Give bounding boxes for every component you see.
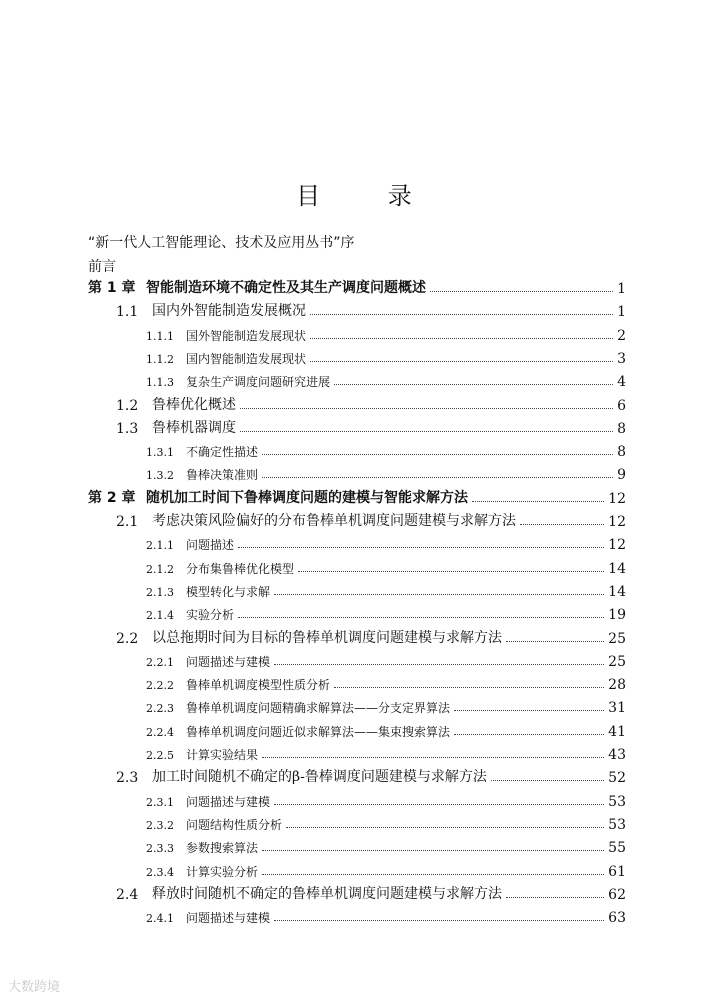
page-title: 目 录 xyxy=(296,182,442,210)
toc-entry-page-number: 12 xyxy=(608,514,626,530)
toc-entry-page-number: 62 xyxy=(608,886,626,903)
toc-entry-number: 2.2.3 xyxy=(146,702,174,716)
toc-entry-page-number: 1 xyxy=(617,281,626,297)
toc-entry-title: 问题描述 xyxy=(186,538,235,553)
toc-entry[interactable] xyxy=(0,508,708,530)
toc-entry-number: 第 1 章 xyxy=(88,280,136,296)
toc-entry-title: 实验分析 xyxy=(186,608,235,623)
dot-leader xyxy=(520,524,604,525)
toc-entry-title: 智能制造环境不确定性及其生产调度问题概述 xyxy=(146,280,426,296)
dot-leader xyxy=(262,477,613,478)
toc-entry-page-number: 14 xyxy=(608,583,626,600)
toc-entry-number: 2.3.3 xyxy=(146,842,174,856)
preface-entry[interactable]: 前言 xyxy=(88,259,116,275)
toc-entry[interactable] xyxy=(0,438,708,460)
toc-entry[interactable] xyxy=(0,601,708,623)
dot-leader xyxy=(274,594,604,595)
toc-entry-title: 鲁棒机器调度 xyxy=(152,419,236,436)
toc-entry-number: 2.4 xyxy=(116,886,139,903)
toc-entry-number: 1.2 xyxy=(116,397,139,414)
dot-leader xyxy=(334,384,613,385)
dot-leader xyxy=(491,780,604,781)
toc-entry[interactable] xyxy=(0,461,708,483)
toc-entry-title: 问题描述与建模 xyxy=(186,911,271,926)
toc-entry-page-number: 25 xyxy=(608,653,626,670)
toc-entry-title: 不确定性描述 xyxy=(186,445,259,460)
toc-entry-number: 2.3.4 xyxy=(146,865,174,879)
toc-entry-title: 问题结构性质分析 xyxy=(186,817,283,832)
toc-entry-number: 2.2.5 xyxy=(146,749,174,762)
toc-entry-number: 1.1 xyxy=(116,304,139,321)
dot-leader xyxy=(238,617,604,618)
toc-entry-title: 随机加工时间下鲁棒调度问题的建模与智能求解方法 xyxy=(146,489,468,506)
toc-entry-page-number: 8 xyxy=(617,444,626,461)
toc-entry-page-number: 53 xyxy=(608,793,626,810)
toc-entry[interactable] xyxy=(0,625,708,647)
toc-entry-page-number: 43 xyxy=(608,747,626,763)
toc-entry-title: 计算实验分析 xyxy=(186,864,259,879)
toc-entry-page-number: 9 xyxy=(617,467,626,484)
dot-leader xyxy=(274,664,604,665)
dot-leader xyxy=(240,408,613,409)
toc-entry-title: 鲁棒决策准则 xyxy=(186,468,259,483)
toc-entry-page-number: 31 xyxy=(608,700,626,717)
toc-entry-number: 1.3 xyxy=(116,420,139,437)
toc-entry-page-number: 55 xyxy=(608,840,626,857)
toc-entry-page-number: 52 xyxy=(608,770,626,787)
dot-leader xyxy=(506,897,604,898)
toc-entry-page-number: 4 xyxy=(617,374,626,391)
toc-entry-title: 复杂生产调度问题研究进展 xyxy=(186,375,331,390)
toc-entry-page-number: 12 xyxy=(608,490,626,507)
toc-entry-number: 1.1.3 xyxy=(146,376,174,390)
toc-entry-title: 计算实验结果 xyxy=(186,748,259,762)
toc-entry-number: 2.3.2 xyxy=(146,818,174,832)
toc-entry-title: 考虑决策风险偏好的分布鲁棒单机调度问题建模与求解方法 xyxy=(152,513,516,529)
toc-entry-number: 2.2.4 xyxy=(146,725,174,739)
toc-entry[interactable] xyxy=(0,322,708,344)
toc-entry[interactable] xyxy=(0,555,708,577)
dot-leader xyxy=(238,547,604,548)
toc-entry-page-number: 19 xyxy=(608,607,626,624)
toc-entry-title: 鲁棒单机调度模型性质分析 xyxy=(186,678,331,693)
toc-entry[interactable] xyxy=(0,718,708,740)
toc-entry[interactable] xyxy=(0,671,708,693)
toc-entry[interactable] xyxy=(0,694,708,716)
toc-entry-title: 国外智能制造发展现状 xyxy=(186,328,307,343)
toc-entry[interactable] xyxy=(0,415,708,437)
series-preface-entry[interactable]: “新一代人工智能理论、技术及应用丛书”序 xyxy=(88,235,355,251)
toc-entry-number: 2.3.1 xyxy=(146,795,174,809)
toc-entry[interactable] xyxy=(0,858,708,880)
dot-leader xyxy=(274,920,604,921)
toc-entry[interactable] xyxy=(0,578,708,600)
dot-leader xyxy=(274,804,604,805)
toc-entry[interactable] xyxy=(0,345,708,367)
dot-leader xyxy=(310,361,613,362)
toc-entry[interactable] xyxy=(0,368,708,390)
toc-entry-number: 1.1.2 xyxy=(146,352,174,366)
toc-entry-number: 2.2.1 xyxy=(146,655,174,669)
toc-entry[interactable] xyxy=(0,298,708,320)
toc-entry-page-number: 12 xyxy=(608,537,626,554)
dot-leader xyxy=(430,291,613,292)
dot-leader xyxy=(262,850,604,851)
toc-entry-title: 以总拖期时间为目标的鲁棒单机调度问题建模与求解方法 xyxy=(152,629,502,646)
toc-entry-number: 1.3.1 xyxy=(146,446,174,460)
toc-entry[interactable] xyxy=(0,811,708,833)
toc-entry[interactable] xyxy=(0,904,708,926)
toc-entry-title: 鲁棒单机调度问题近似求解算法——集束搜索算法 xyxy=(186,724,451,739)
toc-entry-number: 2.1.3 xyxy=(146,585,174,599)
toc-entry-number: 1.3.2 xyxy=(146,469,174,483)
toc-entry-page-number: 1 xyxy=(617,304,626,321)
toc-entry-number: 2.3 xyxy=(116,770,139,787)
dot-leader xyxy=(262,874,604,875)
toc-entry[interactable] xyxy=(0,834,708,856)
toc-entry-title: 鲁棒单机调度问题精确求解算法——分支定界算法 xyxy=(186,701,451,716)
toc-entry[interactable] xyxy=(0,741,708,763)
dot-leader xyxy=(472,501,604,502)
toc-entry-page-number: 61 xyxy=(608,863,626,880)
toc-entry-number: 2.4.1 xyxy=(146,912,174,926)
toc-entry-title: 鲁棒优化概述 xyxy=(152,396,236,413)
toc-entry-number: 2.1 xyxy=(116,514,139,530)
toc-entry-page-number: 8 xyxy=(617,420,626,437)
toc-entry-title: 加工时间随机不确定的β-鲁棒调度问题建模与求解方法 xyxy=(152,769,487,786)
toc-entry-page-number: 25 xyxy=(608,630,626,647)
dot-leader xyxy=(310,314,613,315)
dot-leader xyxy=(286,827,604,828)
toc-entry-number: 2.1.2 xyxy=(146,562,174,576)
toc-entry-title: 问题描述与建模 xyxy=(186,794,271,809)
toc-entry[interactable] xyxy=(0,648,708,670)
toc-entry-title: 释放时间随机不确定的鲁棒单机调度问题建模与求解方法 xyxy=(152,885,502,902)
dot-leader xyxy=(454,734,604,735)
toc-entry-title: 国内外智能制造发展概况 xyxy=(152,303,306,320)
toc-entry-title: 参数搜索算法 xyxy=(186,841,259,856)
dot-leader xyxy=(310,338,613,339)
toc-entry-page-number: 63 xyxy=(608,910,626,927)
toc-entry-title: 模型转化与求解 xyxy=(186,584,271,599)
toc-entry[interactable] xyxy=(0,485,708,507)
toc-entry-page-number: 28 xyxy=(608,677,626,694)
toc-entry-number: 2.2 xyxy=(116,630,139,647)
toc-entry-number: 第 2 章 xyxy=(88,489,136,506)
toc-entry-title: 国内智能制造发展现状 xyxy=(186,351,307,366)
toc-entry-title: 问题描述与建模 xyxy=(186,654,271,669)
dot-leader xyxy=(240,431,613,432)
toc-entry-number: 1.1.1 xyxy=(146,329,174,343)
toc-entry-page-number: 6 xyxy=(617,397,626,414)
toc-entry-title: 分布集鲁棒优化模型 xyxy=(186,561,295,576)
toc-entry-number: 2.1.4 xyxy=(146,609,174,623)
dot-leader xyxy=(298,571,604,572)
watermark-logo: 大数跨境 xyxy=(8,980,61,995)
toc-entry-page-number: 2 xyxy=(617,327,626,344)
dot-leader xyxy=(506,641,604,642)
toc-entry-page-number: 3 xyxy=(617,350,626,367)
dot-leader xyxy=(334,687,604,688)
toc-entry-number: 2.2.2 xyxy=(146,679,174,693)
toc-entry-page-number: 41 xyxy=(608,723,626,740)
dot-leader xyxy=(262,757,604,758)
toc-entry[interactable] xyxy=(0,275,708,297)
dot-leader xyxy=(262,454,613,455)
toc-entry-page-number: 53 xyxy=(608,816,626,833)
toc-entry-page-number: 14 xyxy=(608,560,626,577)
toc-entry[interactable] xyxy=(0,881,708,903)
dot-leader xyxy=(454,710,604,711)
toc-entry[interactable] xyxy=(0,788,708,810)
toc-entry[interactable] xyxy=(0,392,708,414)
toc-entry-number: 2.1.1 xyxy=(146,539,174,553)
toc-entry[interactable] xyxy=(0,764,708,786)
toc-entry[interactable] xyxy=(0,531,708,553)
